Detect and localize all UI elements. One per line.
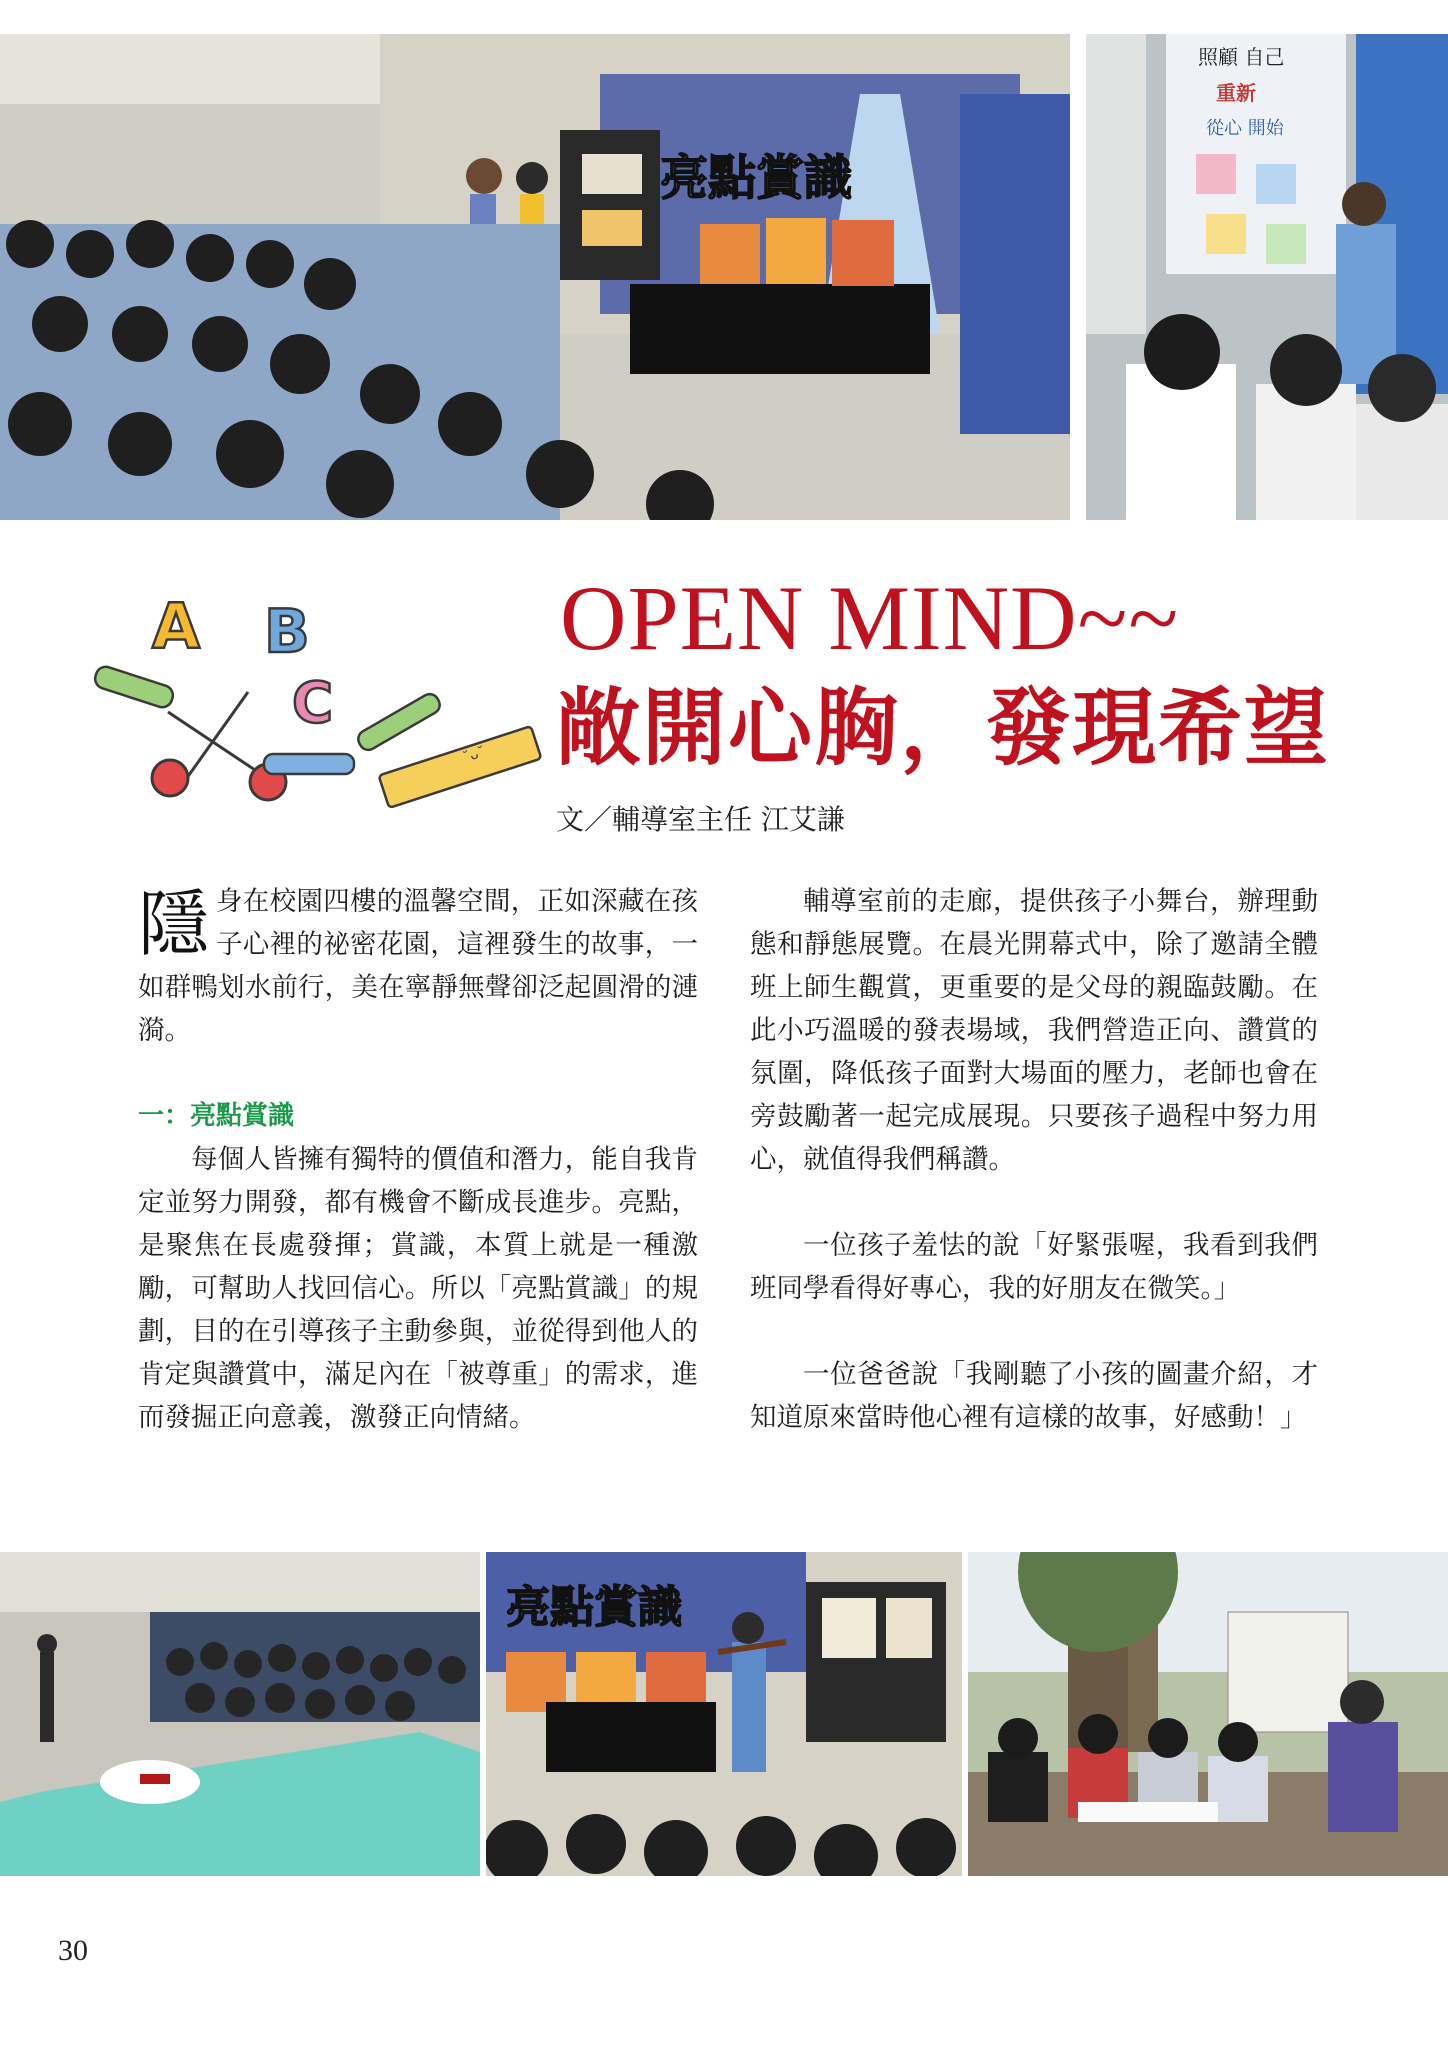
photo-taekwondo-performance bbox=[0, 1552, 480, 1876]
intro-text: 身在校園四樓的溫馨空間，正如深藏在孩子心裡的祕密花園，這裡發生的故事，一如群鴨划水前行，美在寧靜無聲卻泛起圓滑的漣漪。 bbox=[138, 886, 698, 1046]
letter-a-icon: A bbox=[152, 590, 200, 663]
stage-banner-text: 亮點賞識 bbox=[506, 1582, 682, 1633]
byline: 文／輔導室主任 江艾謙 bbox=[556, 803, 845, 836]
board-line-3: 從心 開始 bbox=[1206, 118, 1284, 139]
section-body: 每個人皆擁有獨特的價值和潛力，能自我肯定並努力開發，都有機會不斷成長進步。亮點，是聚焦在長處發揮；賞識，本質上就是一種激勵，可幫助人找回信心。所以「亮點賞識」的規劃，目的在引導孩子主動參與，並從得到他人的肯定與讚賞中，滿足內在「被尊重」的需求，進而發掘正向意義，激發正向情緒。 bbox=[138, 1144, 698, 1433]
right-paragraph-1: 輔導室前的走廊，提供孩子小舞台，辦理動態和靜態展覽。在晨光開幕式中，除了邀請全體班上師生觀賞，更重要的是父母的親臨鼓勵。在此小巧溫暖的發表場域，我們營造正向、讚賞的氛圍，降低孩子面對大場面的壓力，老師也會在旁鼓勵著一起完成展現。只要孩子過程中努力用心，就值得我們稱讚。 bbox=[750, 886, 1318, 1175]
right-paragraph-2: 一位孩子羞怯的說「好緊張喔，我看到我們班同學看得好專心，我的好朋友在微笑。」 bbox=[750, 1230, 1318, 1304]
photo-violin-performance bbox=[486, 1552, 962, 1876]
page-number: 30 bbox=[58, 1934, 88, 1967]
letter-c-icon: C bbox=[292, 671, 334, 736]
crayon-left-icon bbox=[93, 664, 176, 710]
abc-stationery-illustration bbox=[88, 582, 548, 822]
left-column bbox=[138, 880, 698, 1439]
exhibition-banner-text: 亮點賞識 bbox=[660, 150, 853, 206]
intro-paragraph bbox=[138, 880, 698, 1052]
photo-bulletin-board-children bbox=[1086, 34, 1448, 520]
dropcap: 隱 bbox=[138, 882, 211, 966]
letter-b-icon: B bbox=[264, 597, 310, 667]
ruler-face: ˘ᴗ˘ bbox=[461, 743, 488, 767]
crayon-blue-icon bbox=[264, 754, 354, 774]
photo-outdoor-garden-drawing bbox=[968, 1552, 1448, 1876]
ruler-icon bbox=[379, 726, 542, 808]
board-line-1: 照顧 自己 bbox=[1198, 45, 1285, 69]
right-column bbox=[750, 880, 1318, 1439]
board-line-2: 重新 bbox=[1216, 81, 1256, 105]
crayon-green-icon bbox=[355, 691, 443, 753]
title-chinese: 敞開心胸，發現希望 bbox=[556, 678, 1331, 777]
title-english: OPEN MIND~~ bbox=[560, 567, 1180, 669]
photo-exhibition-crowd bbox=[0, 34, 1070, 520]
section-heading: 一：亮點賞識 bbox=[138, 1101, 295, 1131]
right-paragraph-3: 一位爸爸說「我剛聽了小孩的圖畫介紹，才知道原來當時他心裡有這樣的故事，好感動！」 bbox=[750, 1359, 1318, 1433]
scissors-icon bbox=[152, 692, 286, 800]
